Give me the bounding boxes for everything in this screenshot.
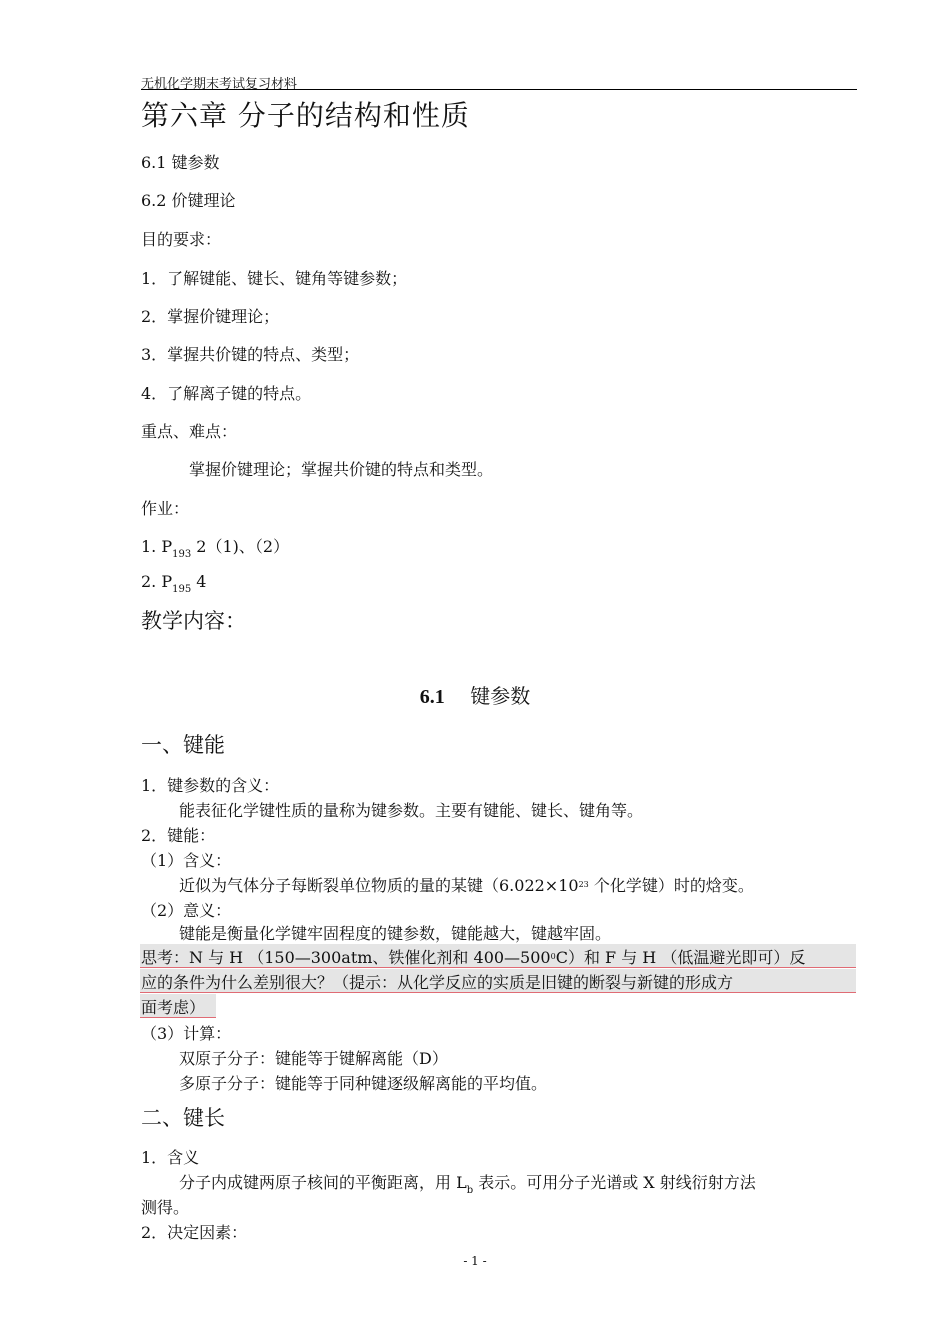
paragraph-line: 双原子分子：键能等于键解离能（D） (179, 1049, 448, 1068)
paragraph-line: 2．键能： (141, 826, 216, 845)
running-header: 无机化学期末考试复习材料 (141, 77, 298, 92)
heading-bond-energy: 一、键能 (141, 733, 225, 757)
paragraph-line: 2．决定因素： (141, 1223, 248, 1242)
text-span: 思考：N 与 H （150—300atm、铁催化剂和 400—500 (141, 948, 551, 967)
homework-text: 2. P (141, 572, 173, 591)
objective-item: 2．掌握价键理论； (141, 307, 280, 326)
homework-page-sub: 195 (172, 584, 192, 595)
toc-item-6-2: 6.2 价键理论 (141, 191, 236, 210)
homework-text: 1. P (141, 537, 173, 556)
subscript: b (466, 1185, 474, 1196)
homework-label: 作业： (141, 499, 190, 518)
chapter-title: 第六章 分子的结构和性质 (141, 99, 470, 132)
homework-item (141, 534, 290, 560)
teaching-content-label: 教学内容： (141, 609, 246, 633)
paragraph-line: 键能是衡量化学键牢固程度的键参数，键能越大，键越牢固。 (179, 924, 612, 943)
objective-item: 3．掌握共价键的特点、类型； (141, 345, 360, 364)
homework-page-sub: 193 (172, 549, 192, 560)
heading-bond-length: 二、键长 (141, 1106, 225, 1130)
paragraph-line: 多原子分子：键能等于同种键逐级解离能的平均值。 (179, 1074, 548, 1093)
think-question-line (141, 945, 805, 968)
section-heading (0, 680, 950, 709)
page-number: - 1 - (463, 1254, 487, 1268)
objectives-label: 目的要求： (141, 230, 222, 249)
text-span: C）和 F 与 H （低温避光即可）反 (555, 948, 806, 967)
text-span: 分子内成键两原子核间的平衡距离，用 L (179, 1173, 467, 1192)
paragraph-line (179, 1170, 756, 1196)
header-rule (141, 89, 857, 90)
toc-item-6-1: 6.1 键参数 (141, 153, 220, 172)
think-question-line: 面考虑） (141, 998, 206, 1017)
objective-item: 1．了解键能、键长、键角等键参数； (141, 269, 408, 288)
section-number: 6.1 (419, 686, 445, 708)
homework-item (141, 572, 207, 595)
paragraph-line: 1．含义 (141, 1148, 200, 1167)
key-points-label: 重点、难点： (141, 422, 238, 441)
paragraph-line: 测得。 (141, 1198, 190, 1217)
exponent: 23 (578, 880, 589, 889)
exponent: 0 (550, 952, 556, 961)
text-span: 个化学键）时的焓变。 (588, 876, 754, 895)
paragraph-line: 1．键参数的含义： (141, 776, 280, 795)
text-span: 表示。可用分子光谱或 X 射线衍射方法 (473, 1173, 756, 1192)
objective-item: 4．了解离子键的特点。 (141, 384, 312, 403)
homework-text: 2（1)、（2） (191, 537, 290, 556)
section-title: 键参数 (470, 684, 531, 708)
text-span: 近似为气体分子每断裂单位物质的量的某键（6.022×10 (179, 876, 579, 895)
homework-text: 4 (191, 572, 207, 591)
paragraph-line: （2）意义： (141, 901, 232, 920)
paragraph-line (179, 873, 754, 896)
paragraph-line: （1）含义： (141, 851, 232, 870)
think-question-line: 应的条件为什么差别很大？（提示：从化学反应的实质是旧键的断裂与新键的形成方 (141, 973, 734, 992)
paragraph-line: （3）计算： (141, 1024, 232, 1043)
paragraph-line: 能表征化学键性质的量称为键参数。主要有键能、键长、键角等。 (179, 801, 644, 820)
key-points-text: 掌握价键理论；掌握共价键的特点和类型。 (189, 460, 494, 479)
